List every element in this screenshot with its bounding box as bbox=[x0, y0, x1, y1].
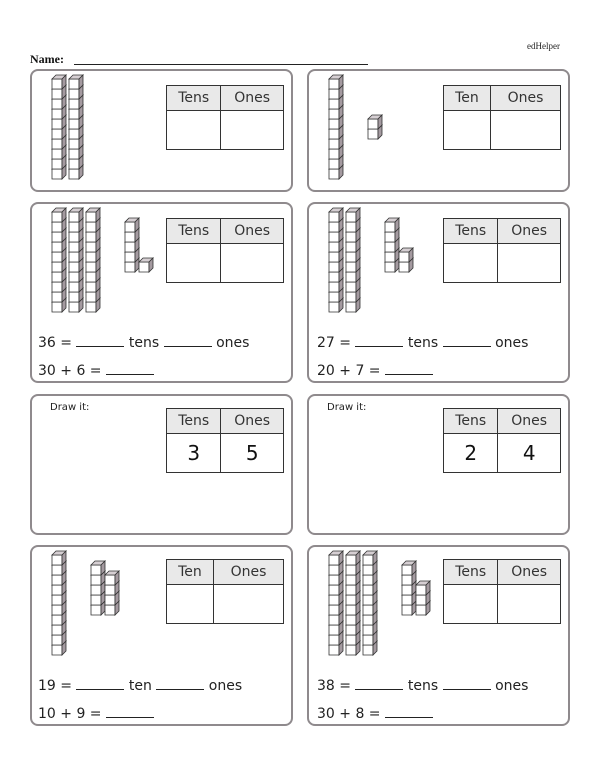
tens-header: Ten bbox=[167, 560, 214, 585]
equation-start: 30 + 8 = bbox=[317, 706, 381, 722]
unit-cube bbox=[416, 581, 430, 595]
equation-sum bbox=[38, 706, 154, 722]
equation-sum bbox=[38, 363, 154, 379]
draw-it-label: Draw it: bbox=[327, 402, 367, 413]
name-label: Name: bbox=[30, 52, 64, 66]
ones-blank[interactable] bbox=[156, 689, 204, 690]
equation-tens-ones bbox=[317, 678, 528, 694]
place-value-table bbox=[443, 408, 561, 473]
equation-start: 20 + 7 = bbox=[317, 363, 381, 379]
problem-panel-7 bbox=[30, 545, 293, 726]
tens-rod bbox=[363, 551, 377, 655]
tens-header: Tens bbox=[167, 409, 221, 434]
problem-panel-2 bbox=[307, 69, 570, 192]
tens-rod bbox=[329, 75, 343, 179]
unit-cube bbox=[105, 571, 119, 585]
equation-tens-word: tens bbox=[407, 335, 439, 351]
sum-blank[interactable] bbox=[385, 717, 433, 718]
draw-it-label: Draw it: bbox=[50, 402, 90, 413]
ones-blank[interactable] bbox=[443, 346, 491, 347]
tens-rod bbox=[69, 75, 83, 179]
problem-panel-4 bbox=[307, 202, 570, 383]
drawing-area[interactable] bbox=[40, 426, 160, 526]
unit-cube bbox=[91, 561, 105, 575]
ones-value: 5 bbox=[221, 434, 284, 473]
tens-answer-cell[interactable] bbox=[444, 585, 498, 624]
unit-cube bbox=[399, 248, 413, 262]
unit-cube bbox=[125, 218, 139, 232]
equation-sum bbox=[317, 363, 433, 379]
equation-start: 38 = bbox=[317, 678, 351, 694]
tens-rod bbox=[346, 208, 360, 312]
base-ten-blocks bbox=[325, 206, 445, 318]
base-ten-blocks bbox=[325, 549, 445, 661]
equation-ones-word: ones bbox=[495, 678, 529, 694]
unit-cube bbox=[385, 218, 399, 232]
place-value-table bbox=[166, 559, 284, 624]
ones-header: Ones bbox=[213, 560, 283, 585]
unit-cube bbox=[402, 561, 416, 575]
brand-label: edHelper bbox=[527, 41, 560, 51]
ones-blank[interactable] bbox=[443, 689, 491, 690]
place-value-table bbox=[443, 85, 561, 150]
equation-tens-ones bbox=[317, 335, 528, 351]
place-value-table bbox=[166, 408, 284, 473]
ones-header: Ones bbox=[498, 409, 561, 434]
equation-start: 10 + 9 = bbox=[38, 706, 102, 722]
equation-tens-word: tens bbox=[407, 678, 439, 694]
place-value-table bbox=[166, 218, 284, 283]
base-ten-blocks bbox=[325, 73, 435, 185]
tens-blank[interactable] bbox=[355, 346, 403, 347]
ones-answer-cell[interactable] bbox=[221, 111, 284, 150]
ones-header: Ones bbox=[221, 86, 284, 111]
problem-panel-1 bbox=[30, 69, 293, 192]
equation-tens-word: ten bbox=[128, 678, 152, 694]
tens-answer-cell[interactable] bbox=[167, 111, 221, 150]
equation-ones-word: ones bbox=[208, 678, 243, 694]
tens-blank[interactable] bbox=[76, 346, 124, 347]
unit-cube bbox=[368, 115, 382, 129]
sum-blank[interactable] bbox=[106, 717, 154, 718]
tens-answer-cell[interactable] bbox=[167, 585, 214, 624]
tens-header: Tens bbox=[167, 86, 221, 111]
equation-start: 27 = bbox=[317, 335, 351, 351]
ones-answer-cell[interactable] bbox=[213, 585, 283, 624]
tens-header: Ten bbox=[444, 86, 491, 111]
ones-header: Ones bbox=[498, 219, 561, 244]
unit-cube bbox=[139, 258, 153, 272]
ones-header: Ones bbox=[498, 560, 561, 585]
equation-start: 19 = bbox=[38, 678, 72, 694]
sum-blank[interactable] bbox=[385, 374, 433, 375]
ones-header: Ones bbox=[490, 86, 560, 111]
place-value-table bbox=[166, 85, 284, 150]
equation-ones-word: ones bbox=[216, 335, 250, 351]
tens-rod bbox=[69, 208, 83, 312]
tens-header: Tens bbox=[167, 219, 221, 244]
tens-header: Tens bbox=[444, 219, 498, 244]
tens-value: 2 bbox=[444, 434, 498, 473]
base-ten-blocks bbox=[48, 206, 168, 318]
sum-blank[interactable] bbox=[106, 374, 154, 375]
ones-header: Ones bbox=[221, 219, 284, 244]
tens-rod bbox=[86, 208, 100, 312]
base-ten-blocks bbox=[48, 73, 158, 185]
tens-blank[interactable] bbox=[355, 689, 403, 690]
problem-panel-5 bbox=[30, 394, 293, 535]
ones-blank[interactable] bbox=[164, 346, 212, 347]
ones-answer-cell[interactable] bbox=[490, 111, 560, 150]
tens-rod bbox=[346, 551, 360, 655]
equation-tens-word: tens bbox=[128, 335, 160, 351]
equation-ones-word: ones bbox=[495, 335, 529, 351]
ones-answer-cell[interactable] bbox=[221, 244, 284, 283]
ones-value: 4 bbox=[498, 434, 561, 473]
name-line[interactable] bbox=[74, 64, 368, 65]
equation-start: 36 = bbox=[38, 335, 72, 351]
equation-tens-ones bbox=[38, 335, 249, 351]
tens-rod bbox=[52, 208, 66, 312]
tens-rod bbox=[329, 551, 343, 655]
problem-panel-3 bbox=[30, 202, 293, 383]
tens-value: 3 bbox=[167, 434, 221, 473]
equation-sum bbox=[317, 706, 433, 722]
place-value-table bbox=[443, 559, 561, 624]
tens-blank[interactable] bbox=[76, 689, 124, 690]
tens-rod bbox=[329, 208, 343, 312]
ones-answer-cell[interactable] bbox=[498, 244, 561, 283]
tens-header: Tens bbox=[444, 560, 498, 585]
ones-answer-cell[interactable] bbox=[498, 585, 561, 624]
base-ten-blocks bbox=[48, 549, 168, 661]
tens-header: Tens bbox=[444, 409, 498, 434]
tens-answer-cell[interactable] bbox=[444, 111, 491, 150]
tens-answer-cell[interactable] bbox=[444, 244, 498, 283]
ones-header: Ones bbox=[221, 409, 284, 434]
equation-tens-ones bbox=[38, 678, 242, 694]
problem-panel-8 bbox=[307, 545, 570, 726]
tens-rod bbox=[52, 551, 66, 655]
tens-rod bbox=[52, 75, 66, 179]
problem-panel-6 bbox=[307, 394, 570, 535]
place-value-table bbox=[443, 218, 561, 283]
tens-answer-cell[interactable] bbox=[167, 244, 221, 283]
equation-start: 30 + 6 = bbox=[38, 363, 102, 379]
drawing-area[interactable] bbox=[317, 426, 437, 526]
